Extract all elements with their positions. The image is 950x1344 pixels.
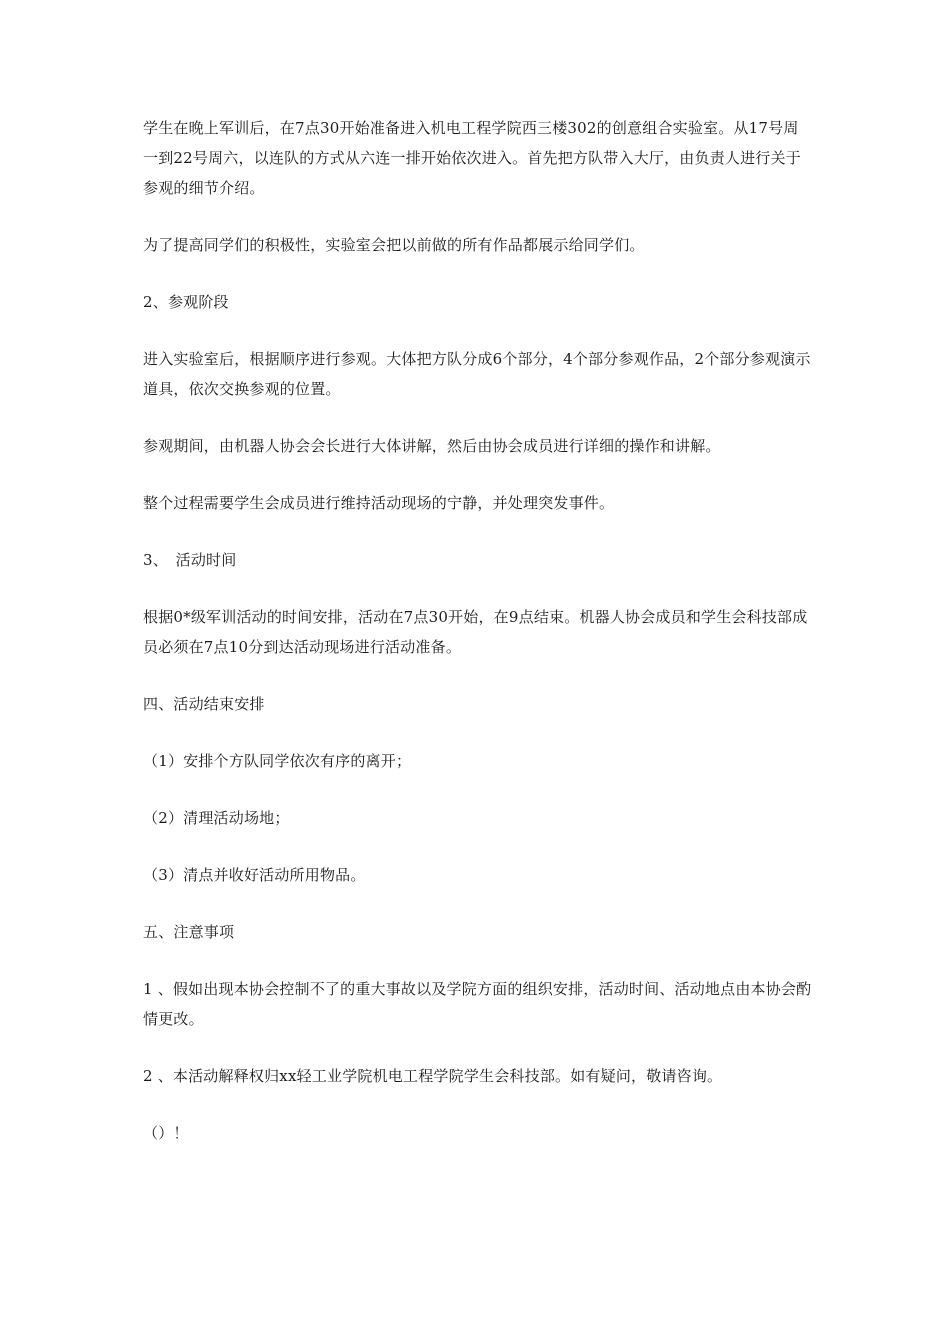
paragraph-showcase: 为了提高同学们的积极性，实验室会把以前做的所有作品都展示给同学们。 <box>143 236 645 254</box>
note-item-interpretation: 2 、本活动解释权归xx轻工业学院机电工程学院学生会科技部。如有疑问，敬请咨询。 <box>143 1067 723 1085</box>
paragraph-explanation: 参观期间，由机器人协会会长进行大体讲解，然后由协会成员进行详细的操作和讲解。 <box>143 437 721 455</box>
note-item-changes: 1 、假如出现本协会控制不了的重大事故以及学院方面的组织安排，活动时间、活动地点由本协会酌情更改。 <box>143 980 812 1028</box>
list-item-leave-orderly: （1）安排个方队同学依次有序的离开； <box>143 752 412 770</box>
list-item-collect-items: （3）清点并收好活动所用物品。 <box>143 866 366 884</box>
section-heading-activity-time: 3、 活动时间 <box>143 551 237 569</box>
closing-mark: （）！ <box>143 1124 189 1142</box>
document-body <box>143 113 813 1148</box>
section-heading-notes: 五、注意事项 <box>143 923 235 941</box>
section-heading-visit-stage: 2、参观阶段 <box>143 293 229 311</box>
paragraph-visit-groups: 进入实验室后，根据顺序进行参观。大体把方队分成6个部分，4个部分参观作品，2个部分参观演示道具，依次交换参观的位置。 <box>143 350 811 398</box>
list-item-clean-venue: （2）清理活动场地； <box>143 809 290 827</box>
section-heading-closing-arrangement: 四、活动结束安排 <box>143 695 265 713</box>
paragraph-time-arrangement: 根据0*级军训活动的时间安排，活动在7点30开始，在9点结束。机器人协会成员和学生会科技部成员必须在7点10分到达活动现场进行活动准备。 <box>143 608 808 656</box>
paragraph-visit-schedule: 学生在晚上军训后，在7点30开始准备进入机电工程学院西三楼302的创意组合实验室。从17号周一到22号周六，以连队的方式从六连一排开始依次进入。首先把方队带入大厅，由负责人进行关于参观的细节介绍。 <box>143 119 801 197</box>
paragraph-order-maintenance: 整个过程需要学生会成员进行维持活动现场的宁静，并处理突发事件。 <box>143 494 615 512</box>
